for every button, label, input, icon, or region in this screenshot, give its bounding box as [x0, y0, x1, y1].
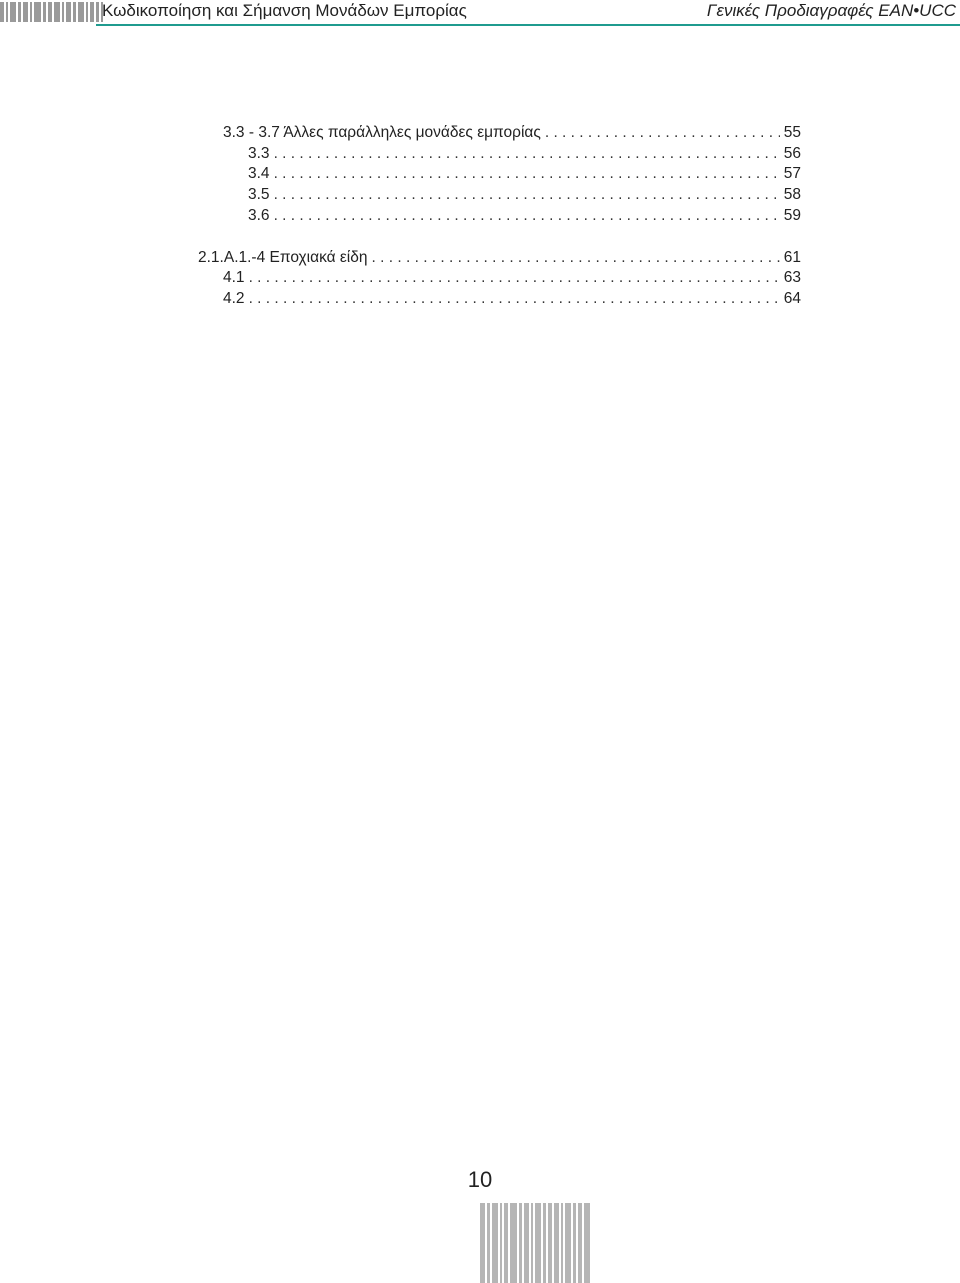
- toc-leader-dots: [249, 289, 780, 309]
- toc-leader-dots: [372, 248, 780, 268]
- toc-entry-label: 4.1: [223, 269, 245, 286]
- toc-entry-page: 59: [783, 207, 801, 224]
- toc-entry[interactable]: [223, 289, 801, 309]
- toc-leader-dots: [545, 123, 780, 143]
- toc-entry-page: 55: [783, 124, 801, 141]
- toc-entry-page: 63: [783, 269, 801, 286]
- header-divider: [96, 24, 960, 26]
- toc-leader-dots: [249, 268, 780, 288]
- footer-barcode-decoration: [480, 1203, 592, 1283]
- toc-leader-dots: [274, 185, 780, 205]
- toc-entry-label: 4.2: [223, 290, 245, 307]
- toc-entry-label: 3.3 - 3.7 Άλλες παράλληλες μονάδες εμπορίας: [223, 124, 541, 141]
- toc-entry[interactable]: [248, 206, 801, 226]
- toc-entry[interactable]: [248, 164, 801, 184]
- header-document-title: Κωδικοποίηση και Σήμανση Μονάδων Εμπορίας: [102, 1, 467, 20]
- toc-entry[interactable]: [223, 268, 801, 288]
- page-number: 10: [467, 1167, 493, 1192]
- header-section-title: Γενικές Προδιαγραφές EAN•UCC: [706, 1, 956, 20]
- toc-entry-page: 57: [783, 165, 801, 182]
- toc-entry[interactable]: [248, 144, 801, 164]
- toc-entry-label: 3.3: [248, 145, 270, 162]
- toc-entry-label: 3.4: [248, 165, 270, 182]
- toc-entry[interactable]: [223, 123, 801, 143]
- toc-entry-label: 3.5: [248, 186, 270, 203]
- header-barcode-decoration: [0, 2, 105, 22]
- toc-leader-dots: [274, 144, 780, 164]
- toc-entry[interactable]: [248, 185, 801, 205]
- toc-entry-page: 58: [783, 186, 801, 203]
- page-header: [0, 0, 960, 30]
- toc-entry-page: 64: [783, 290, 801, 307]
- toc-leader-dots: [274, 206, 780, 226]
- toc-entry-label: 3.6: [248, 207, 270, 224]
- toc-entry-page: 56: [783, 145, 801, 162]
- toc-entry-label: 2.1.Α.1.-4 Εποχιακά είδη: [198, 249, 368, 266]
- toc-leader-dots: [274, 164, 780, 184]
- toc-entry-page: 61: [783, 249, 801, 266]
- toc-entry[interactable]: [198, 248, 801, 268]
